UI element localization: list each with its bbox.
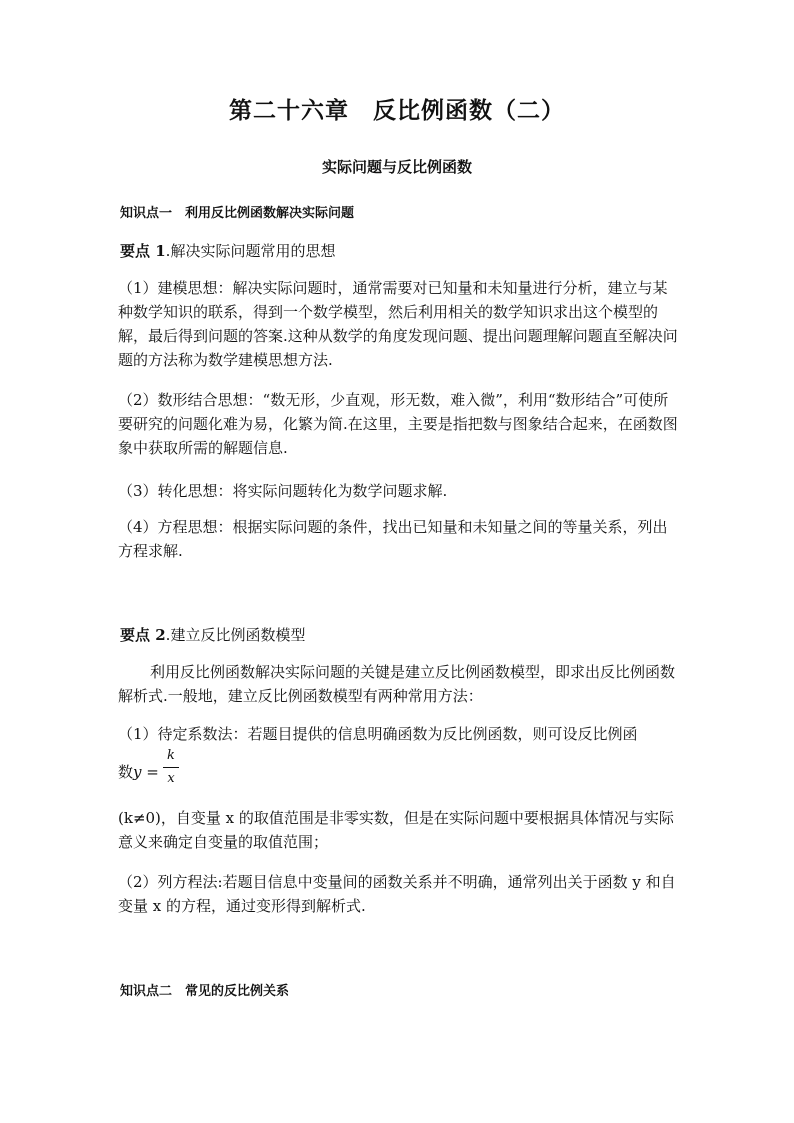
- point-2-heading: [120, 624, 305, 645]
- paragraph-model-intro: 利用反比例函数解决实际问题的关键是建立反比例函数模型，即求出反比例函数解析式.一般地，建立反比例函数模型有两种常用方法：: [118, 663, 676, 705]
- paragraph-equation: （4）方程思想：根据实际问题的条件，找出已知量和未知量之间的等量关系，列出方程求解.: [118, 518, 668, 560]
- section-subtitle: 实际问题与反比例函数: [321, 158, 472, 176]
- paragraph-undetermined-coefficient: （1）待定系数法：若题目提供的信息明确函数为反比例函数，则可设反比例函: [118, 725, 638, 743]
- knowledge-point-2-heading: 知识点二 常见的反比例关系: [120, 984, 290, 999]
- paragraph-transform: （3）转化思想：将实际问题转化为数学问题求解.: [118, 482, 448, 500]
- point-1-text: .解决实际问题常用的思想: [165, 242, 336, 260]
- point-2-text: .建立反比例函数模型: [165, 626, 306, 644]
- chapter-title: 第二十六章 反比例函数（二）: [229, 97, 565, 124]
- formula-y: y: [133, 763, 142, 781]
- paragraph-modeling: （1）建模思想：解决实际问题时，通常需要对已知量和未知量进行分析，建立与某种数学知识的联系，得到一个数学模型，然后利用相关的数学知识求出这个模型的解，最后得到问题的答案.这种从数学的角度发现问题、提出问题理解问题直至解决问题的方法称为数学建模思想方法.: [118, 279, 678, 369]
- point-1-label: 要点 1: [120, 242, 166, 260]
- formula-equals: =: [141, 763, 159, 781]
- formula-fraction: [163, 748, 179, 787]
- paragraph-number-shape: （2）数形结合思想：“数无形，少直观，形无数，难入微”，利用“数形结合”可使所要研究的问题化难为易，化繁为简.在这里，主要是指把数与图象结合起来，在函数图象中获取所需的解题信息.: [118, 391, 678, 457]
- knowledge-point-1-heading: 知识点一 利用反比例函数解决实际问题: [120, 206, 355, 221]
- paragraph-equation-method: （2）列方程法:若题目信息中变量间的函数关系并不明确，通常列出关于函数 y 和自变量 x 的方程，通过变形得到解析式.: [118, 873, 676, 915]
- paragraph-domain: (k≠0)，自变量 x 的取值范围是非零实数，但是在实际问题中要根据具体情况与实际意义来确定自变量的取值范围；: [118, 809, 674, 851]
- formula-numerator: k: [167, 748, 175, 763]
- formula-denominator: x: [167, 771, 175, 786]
- point-1-heading: [120, 240, 335, 261]
- formula-prefix: 数: [118, 763, 134, 781]
- fraction-bar: [163, 767, 179, 768]
- point-2-label: 要点 2: [120, 626, 166, 644]
